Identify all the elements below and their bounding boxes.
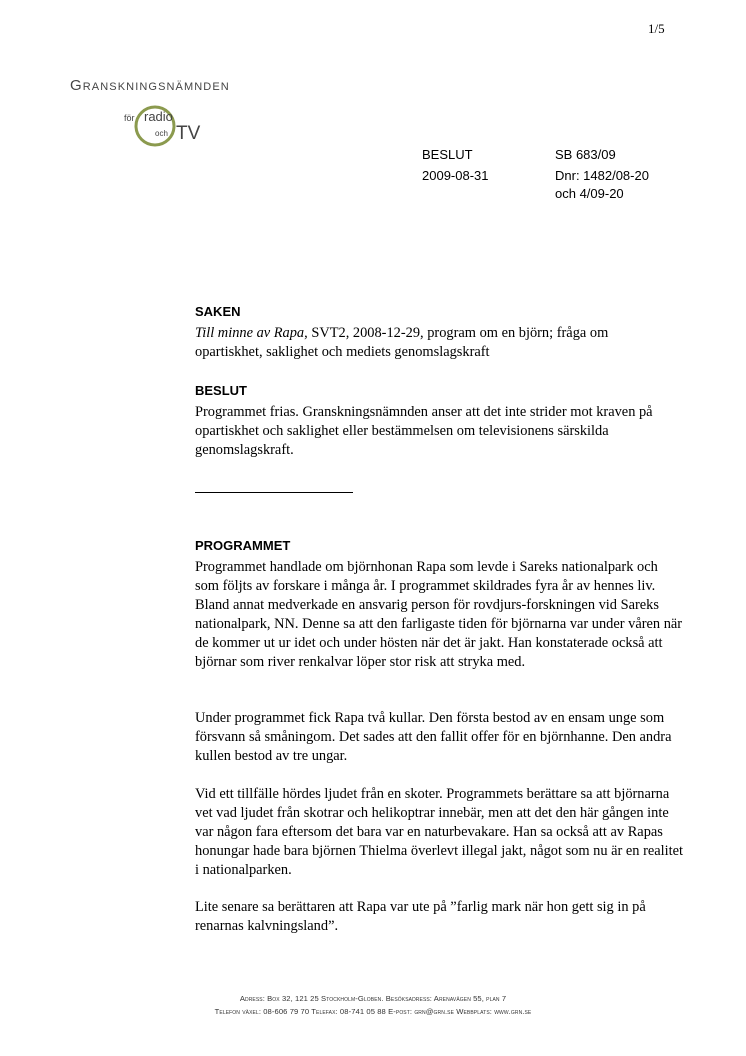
case-number: SB 683/09: [555, 147, 616, 162]
footer-contact: Telefon växel: 08-606 79 70 Telefax: 08-741 05 88 E-post: grn@grn.se Webbplats: www.grn.se: [214, 1007, 532, 1016]
programmet-paragraph-3: Vid ett tillfälle hördes ljudet från en skoter. Programmets berättare sa att björnarna vet vad ljudet från skotrar och helikoptrar innebär, men att det den här gången inte var någon fara eftersom det bara var en naturbevakare. Han sa också att av Rapas honungar hade bara björnen Thielma överlevt illegal jakt, något som nu är en realitet i nationalparken.: [195, 786, 684, 878]
separator-line: [195, 492, 353, 493]
logo-for-text: för: [124, 113, 135, 123]
programmet-heading: PROGRAMMET: [195, 538, 291, 553]
decision-date: 2009-08-31: [422, 168, 489, 183]
programmet-paragraph-1: Programmet handlade om björnhonan Rapa som levde i Sareks nationalpark och som följts av forskare i många år. I programmet skildrades fyra år av hennes liv. Bland annat medverkade en ansvarig person för rovdjurs-forskningen vid Sareks nationalpark, NN. Denne sa att den farligaste tiden för björnarna var under våren när de kommer ut ur idet och under hösten när det är jakt. Han konstaterade också att björnar som river renkalvar löper stor risk att stryka med.: [195, 559, 683, 670]
page-number: 1/5: [648, 21, 665, 36]
footer-address: Adress: Box 32, 121 25 Stockholm-Globen. Besöksadress: Arenavägen 55, plan 7: [239, 994, 507, 1003]
saken-heading: SAKEN: [195, 304, 241, 319]
saken-line-1: , SVT2, 2008-12-29, program om en björn; fråga om: [304, 325, 609, 341]
programmet-paragraph-2: Under programmet fick Rapa två kullar. Den första bestod av en ensam unge som försvann så småningom. Det sades att den fallit offer för en björnhanne. Den andra kullen bestod av tre ungar.: [195, 710, 672, 764]
logo-title: Granskningsnämnden: [70, 77, 230, 94]
logo-radio-text: radio: [144, 109, 173, 124]
logo-tv-text: TV: [176, 123, 201, 144]
saken-text: [195, 324, 685, 362]
logo-mark: [118, 100, 228, 152]
dnr-line-2: och 4/09-20: [555, 186, 624, 201]
decision-type: BESLUT: [422, 147, 473, 162]
beslut-heading: BESLUT: [195, 383, 247, 398]
program-title: Till minne av Rapa: [195, 325, 305, 341]
programmet-paragraph-4: Lite senare sa berättaren att Rapa var ute på ”farlig mark när hon gett sig in på renarnas kalvningsland”.: [195, 899, 646, 934]
logo-och-text: och: [155, 129, 168, 138]
dnr-line-1: Dnr: 1482/08-20: [555, 168, 649, 183]
saken-line-2: opartiskhet, saklighet och mediets genomslagskraft: [195, 344, 490, 360]
beslut-text: Programmet frias. Granskningsnämnden anser att det inte strider mot kraven på opartiskhet och saklighet eller bestämmelsen om televisionens särskilda genomslagskraft.: [195, 404, 653, 458]
